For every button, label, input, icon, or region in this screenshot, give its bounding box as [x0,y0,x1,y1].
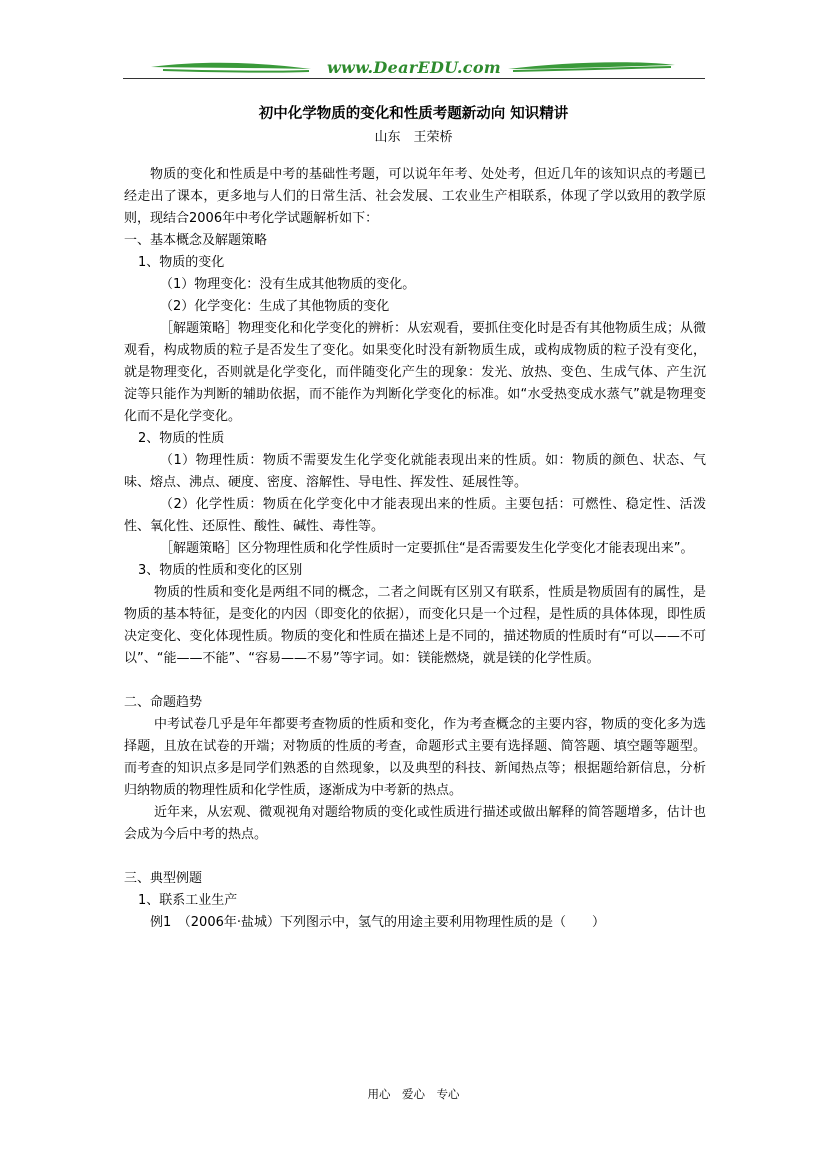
paragraph-1-1-c: ［解题策略］物理变化和化学变化的辨析：从宏观看，要抓住变化时是否有其他物质生成；从微观看，构成物质的粒子是否发生了变化。如果变化时没有新物质生成，或构成物质的粒子没有变化，就是物理变化，否则就是化学变化，而伴随变化产生的现象：发光、放热、变色、生成气体、产生沉淀等只能作为判断的辅助依据，而不能作为判断化学变化的标准。如“水受热变成水蒸气”就是物理变化而不是化学变化。 [124,321,707,424]
site-url: www.DearEDU.com [326,58,502,77]
header-divider [123,78,705,79]
paragraph-1-1-b: （2）化学变化：生成了其他物质的变化 [160,299,390,314]
spacer [124,846,706,868]
document-body [124,164,706,934]
paragraph-1-2-b: （2）化学性质：物质在化学变化中才能表现出来的性质。主要包括：可燃性、稳定性、活泼性、氧化性、还原性、酸性、碱性、毒性等。 [124,497,706,534]
page-title: 初中化学物质的变化和性质考题新动向 知识精讲 [258,106,569,122]
paragraph-1-2-a: （1）物理性质：物质不需要发生化学变化就能表现出来的性质。如：物质的颜色、状态、气味、熔点、沸点、硬度、密度、溶解性、导电性、挥发性、延展性等。 [124,453,706,490]
paragraph-1-2-c: ［解题策略］区分物理性质和化学性质时一定要抓住“是否需要发生化学变化才能表现出来”。 [160,541,694,556]
author: 山东 王荣桥 [374,130,453,145]
section-heading-2: 二、命题趋势 [124,695,203,710]
section-heading-3: 三、典型例题 [124,871,203,886]
example-1: 例1 （2006年·盐城）下列图示中，氢气的用途主要利用物理性质的是（ ） [150,915,605,930]
section-heading-1: 一、基本概念及解题策略 [124,233,268,248]
paragraph-1-3-a: 物质的性质和变化是两组不同的概念，二者之间既有区别又有联系，性质是物质固有的属性，是物质的基本特征，是变化的内因（即变化的依据），而变化只是一个过程，是性质的具体体现，即性质决定变化、变化体现性质。物质的变化和性质在描述上是不同的，描述物质的性质时有“可以——不可以”、“能——不能”、“容易——不易”等字词。如：镁能燃烧，就是镁的化学性质。 [124,585,706,666]
spacer [124,670,706,692]
paragraph-1-1-a: （1）物理变化：没有生成其他物质的变化。 [160,277,416,292]
paragraph-2-b: 近年来，从宏观、微观视角对题给物质的变化或性质进行描述或做出解释的简答题增多，估计也会成为今后中考的热点。 [124,805,706,842]
site-banner [123,56,705,80]
intro-paragraph: 物质的变化和性质是中考的基础性考题，可以说年年考、处处考，但近几年的该知识点的考题已经走出了课本，更多地与人们的日常生活、社会发展、工农业生产相联系，体现了学以致用的教学原则，现结合2006年中考化学试题解析如下： [124,167,706,226]
paragraph-2-a: 中考试卷几乎是年年都要考查物质的性质和变化，作为考查概念的主要内容，物质的变化多为选择题，且放在试卷的开端；对物质的性质的考查，命题形式主要有选择题、简答题、填空题等题型。而考查的知识点多是同学们熟悉的自然现象，以及典型的科技、新闻热点等；根据题给新信息，分析归纳物质的物理性质和化学性质，逐渐成为中考新的热点。 [124,717,706,798]
page-footer: 用心 爱心 专心 [367,1087,460,1101]
subheading-3-1: 1、联系工业生产 [138,893,238,908]
subheading-1-2: 2、物质的性质 [138,431,225,446]
subheading-1-3: 3、物质的性质和变化的区别 [138,563,303,578]
subheading-1-1: 1、物质的变化 [138,255,225,270]
